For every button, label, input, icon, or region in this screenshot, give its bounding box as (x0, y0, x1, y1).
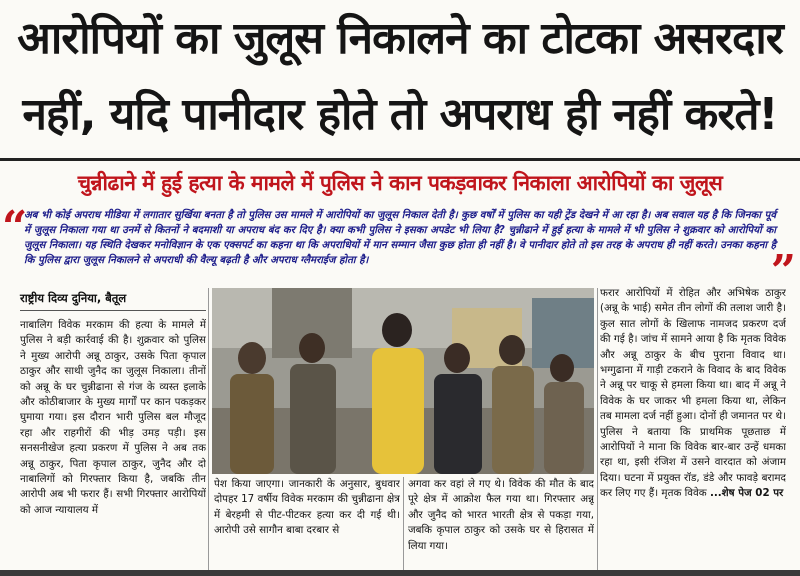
article-column-3: अगवा कर वहां ले गए थे। विवेक की मौत के बाद पूरे क्षेत्र में आक्रोश फैल गया था। गिरफ्तार अन्नू और जुनैद को भारत भारती क्षेत्र से पकड़ा गया, जबकि कृपाल ठाकुर को उसके घर से हिरासत में लिया गया। (408, 478, 594, 552)
column-divider (597, 288, 598, 570)
subheadline: चुन्नीढाने में हुई हत्या के मामले में पुलिस ने कान पकड़वाकर निकाला आरोपियों का जुलूस (77, 171, 723, 195)
procession-photo (212, 288, 594, 474)
headline-divider (0, 158, 800, 161)
byline: राष्ट्रीय दिव्य दुनिया, बैतूल (20, 291, 127, 305)
article-column-2: पेश किया जाएगा। जानकारी के अनुसार, बुधवार दोपहर 17 वर्षीय विवेक मरकाम की चुन्नीढाना क्षेत्र में बेरहमी से पीट-पीटकर हत्या कर दी गई थी। आरोपी उसे सागौन बाबा दरबार से (214, 478, 400, 537)
intro-paragraph: अब भी कोई अपराध मीडिया में लगातार सुर्खिया बनता है तो पुलिस उस मामले में आरोपियों का जुलूस निकाल देती है। कुछ वर्षों में पुलिस का यही ट्रेंड देखने में आ रहा है। अब सवाल यह है कि जिनका पूर्व में जुलूस निकाला गया था उनमें से कितनों ने बदमाशी या अपराध बंद कर दिए है। क्या कभी पुलिस ने इसका अपडेट भी लिया है? चुन्नीढाने में हुई हत्या के मामले में भी पुलिस ने शुक्रवार को आरोपियों का जुलूस निकाला। यह स्थिति देखकर मनोविज्ञान के एक एक्सपर्ट का कहना था कि अपराधियों में मान सम्मान जैसा कुछ होता ही नहीं है। वे पानीदार होते तो इस तरह के अपराध ही नहीं करते। उनका कहना है कि पुलिस द्वारा जुलूस निकालने से अपराधी की वैल्यू बढ़ती है और अपराध ग्लैमराईज होता है। (24, 210, 776, 266)
article-column-4 (600, 286, 786, 574)
column-divider (208, 288, 209, 570)
byline-divider (20, 310, 206, 311)
article-column-4-text: फरार आरोपियों में रोहित और अभिषेक ठाकुर (अन्नू के भाई) समेत तीन लोगों की तलाश जारी है। कुल सात लोगों के खिलाफ नामजद प्रकरण दर्ज की गई है। जांच में सामने आया है कि मृतक विवेक और अन्नू ठाकुर के बीच पुराना विवाद था। भग्गुढाना में गाड़ी टकराने के विवाद के बाद विवेक ने अन्नू पर चाकू से हमला किया था। बाद में अन्नू ने विवेक के घर जाकर भी हमला किया था, लेकिन तब मामला दर्ज नहीं हुआ। दोनों ही जमानत पर थे। पुलिस ने बताया कि प्राथमिक पूछताछ में आरोपियों ने माना कि विवेक बार-बार उन्हें धमका रहा था, इसी रंजिश में उसने वारदात को अंजाम दिया। घटना में प्रयुक्त रॉड, डंडे और फावड़े बरामद कर लिए गए हैं। मृतक विवेक (600, 287, 786, 500)
headline-line-1: आरोपियों का जुलूस निकालने का टोटका असरदार (17, 13, 783, 64)
close-quote-icon: ” (770, 246, 796, 297)
open-quote-icon: “ (2, 202, 28, 253)
column-divider (403, 477, 404, 570)
headline-line-2: नहीं, यदि पानीदार होते तो अपराध ही नहीं करते! (22, 89, 778, 140)
continued-on-page: ...शेष पेज 02 पर (709, 487, 784, 500)
article-column-1: नाबालिग विवेक मरकाम की हत्या के मामले में पुलिस ने बड़ी कार्रवाई की है। शुक्रवार को पुलिस ने मुख्य आरोपी अन्नू ठाकुर, उसके पिता कृपाल ठाकुर और साथी जुनैद का जुलूस निकाला। तीनों को अन्नू के घर चुन्नीढाना से गंज के व्यस्त इलाके और कोठीबाजार के मुख्य मार्गों पर कान पकड़कर घुमाया गया। इस दौरान भारी पुलिस बल मौजूद रहा और राहगीरों की भीड़ उमड़ पड़ी। इस सनसनीखेज हत्या प्रकरण में पुलिस ने अब तक अन्नू ठाकुर, पिता कृपाल ठाकुर, जुनैद और दो नाबालिगों को गिरफ्तार किया है, जबकि तीन आरोपी अब भी फरार हैं। सभी गिरफ्तार आरोपियों को आज न्यायालय में (20, 319, 206, 516)
bottom-strip (0, 570, 800, 576)
